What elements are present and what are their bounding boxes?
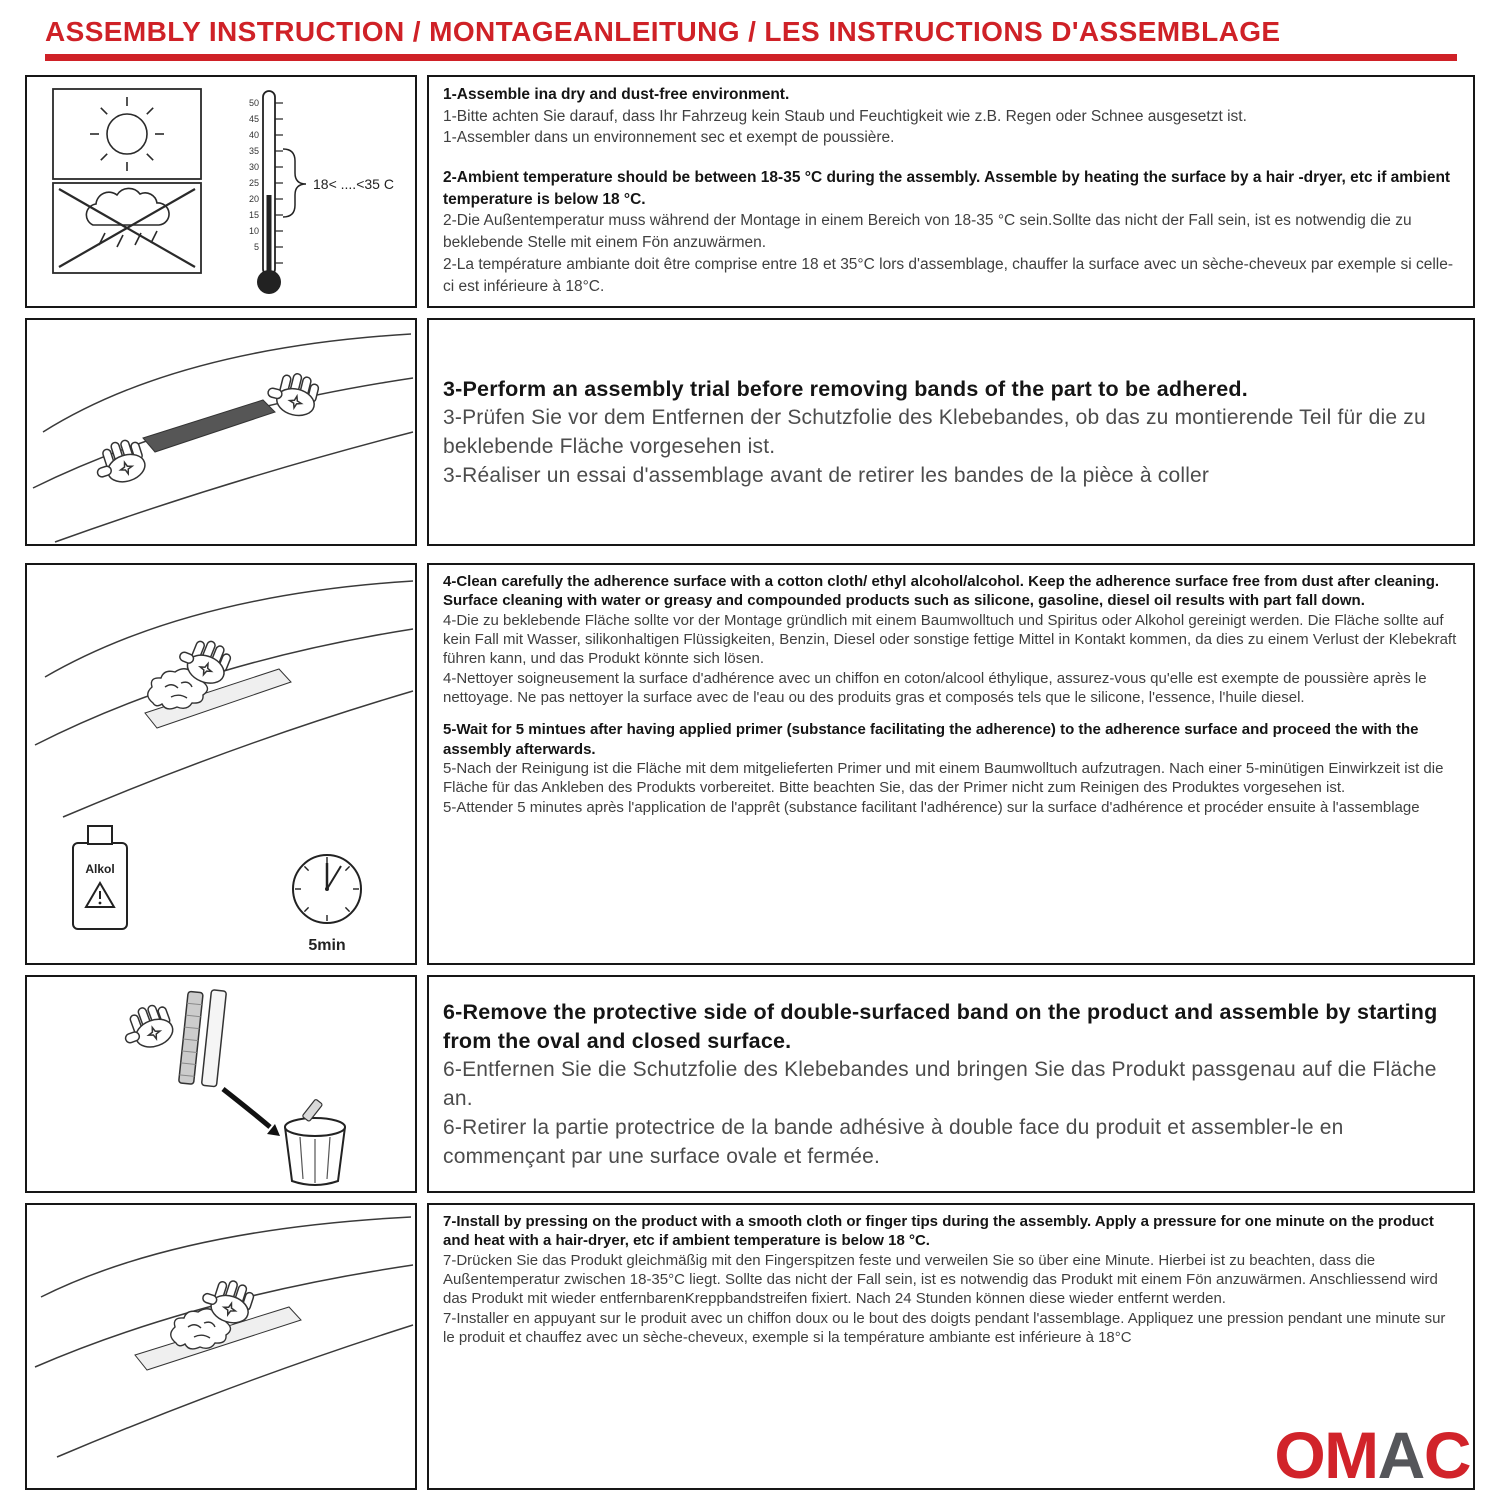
step-6-text-de: 6-Entfernen Sie die Schutzfolie des Klebebandes und bringen Sie das Produkt passgenau auf die Fläche an. xyxy=(443,1058,1437,1111)
svg-text:45: 45 xyxy=(248,114,259,124)
step-1-text-de: 1-Bitte achten Sie darauf, dass Ihr Fahrzeug kein Staub und Feuchtigkeit wie z.B. Regen oder Schnee ausgesetzt ist. xyxy=(443,107,1247,125)
hand-icon xyxy=(117,1000,176,1055)
step-5-text-fr: 5-Attender 5 minutes après l'application de l'apprêt (substance facilitant l'adhérence) sur la surface d'adhérence et procéder ensuite à l'assemblage xyxy=(443,798,1420,816)
adhesive-strips-icon xyxy=(179,987,227,1086)
illustration-box-press xyxy=(25,1203,417,1490)
illustration-cleaning xyxy=(27,565,415,963)
illustration-box-trial-fit xyxy=(25,318,417,546)
alcohol-bottle-icon xyxy=(73,826,127,929)
step-2-text-de: 2-Die Außentemperatur muss während der Montage in einem Bereich von 18-35 °C sein.Sollte das nicht der Fall sein, ist es notwendig die zu beklebende Stelle mit einem Fön anzuwärmen. xyxy=(443,212,1412,252)
step-7-text-fr: 7-Installer en appuyant sur le produit avec un chiffon doux ou le bout des doigts pendant l'assemblage. Appliquez une pression pendant une minute sur le produit et chauffez avec un sèche-cheveux, exemple si la température ambiante est inférieure à 18°C xyxy=(443,1309,1446,1347)
step-2-text-fr: 2-La température ambiante doit être comprise entre 18 et 35°C lors d'assemblage, chauffer la surface avec un sèche-cheveux par exemple si celle-ci est inférieure à 18°C. xyxy=(443,255,1454,295)
svg-text:30: 30 xyxy=(248,162,259,172)
clock-label: 5min xyxy=(308,937,346,954)
arrow-icon xyxy=(223,1089,280,1136)
illustration-box-peel-band xyxy=(25,975,417,1193)
step-5-text-de: 5-Nach der Reinigung ist die Fläche mit dem mitgelieferten Primer und mit einem Baumwolltuch aufzutragen. Nach einer 5-minütigen Einwirkzeit ist die Fläche für das Ankleben des Produkts vorbereitet. Bitte beachten Sie, das der Primer nicht zum Reinigen des Produktes vorgesehen ist. xyxy=(443,760,1444,797)
thermometer-scale xyxy=(249,98,259,252)
step-3-text-fr: 3-Réaliser un essai d'assemblage avant de retirer les bandes de la pièce à coller xyxy=(443,463,1210,487)
trash-can-icon xyxy=(285,1099,345,1185)
clock-icon xyxy=(293,855,361,954)
step-2-text-en: 2-Ambient temperature should be between 18-35 °C during the assembly. Assemble by heating the surface by a hair -dryer, etc if ambient temperature is below 18 °C. xyxy=(443,169,1451,208)
temperature-range-label: 18< ....<35 C xyxy=(313,176,394,192)
illustration-box-cleaning xyxy=(25,563,417,965)
text-box-step-1-2 xyxy=(427,75,1475,308)
no-rain-icon xyxy=(59,188,195,267)
step-4-text-fr: 4-Nettoyer soigneusement la surface d'adhérence avec un chiffon en coton/alcool éthylique, assurez-vous qu'elle est exempte de poussière après le nettoyage. Ne pas nettoyer la surface avec de l'eau ou des produits gras et composés tels que le silicone, l'essence, l'huile diesel. xyxy=(443,669,1427,707)
bottle-label: Alkol xyxy=(85,862,115,876)
logo-letter-a: A xyxy=(1377,1418,1424,1492)
step-5-text-en: 5-Wait for 5 mintues after having applied primer (substance facilitating the adherence) to the adherence surface and proceed the with the assembly afterwards. xyxy=(443,721,1419,758)
step-6-text-en: 6-Remove the protective side of double-surfaced band on the product and assemble by starting from the oval and closed surface. xyxy=(443,999,1438,1053)
logo-letter-c: C xyxy=(1423,1418,1470,1492)
illustration-peel-band xyxy=(27,977,415,1191)
step-4-text-en: 4-Clean carefully the adherence surface with a cotton cloth/ ethyl alcohol/alcohol. Keep the adherence surface free from dust after cleaning. Surface cleaning with water or greasy and compounded products such as silicone, gasoline, diesel oil results with part fall down. xyxy=(443,573,1440,610)
svg-text:5: 5 xyxy=(253,242,259,252)
page-title: ASSEMBLY INSTRUCTION / MONTAGEANLEITUNG / LES INSTRUCTIONS D'ASSEMBLAGE xyxy=(45,16,1281,47)
svg-text:40: 40 xyxy=(248,130,259,140)
step-3-text-en: 3-Perform an assembly trial before removing bands of the part to be adhered. xyxy=(443,376,1248,401)
text-box-step-3 xyxy=(427,318,1475,546)
svg-text:35: 35 xyxy=(248,146,259,156)
step-3-text-de: 3-Prüfen Sie vor dem Entfernen der Schutzfolie des Klebebandes, ob das zu montierende Teil für die zu beklebende Fläche vorgesehen ist. xyxy=(443,406,1426,458)
thermometer-icon xyxy=(249,91,394,294)
omac-logo xyxy=(1274,1418,1470,1492)
step-4-text-de: 4-Die zu beklebende Fläche sollte vor der Montage gründlich mit einem Baumwolltuch und Spiritus oder Alkohol gereinigt werden. Die Fläche sollte auf kein Fall mit Wasser, silikonhaltigen Flüssigkeiten, Benzin, Diesel oder sonstige fettige Mittel in Kontakt kommen, da dies zu einem Verlust der Klebekraft führen kann, und das Produkt könnte sich lösen. xyxy=(443,611,1457,668)
svg-text:20: 20 xyxy=(248,194,259,204)
text-box-step-4-5 xyxy=(427,563,1475,965)
text-box-step-6 xyxy=(427,975,1475,1193)
step-1-text-fr: 1-Assembler dans un environnement sec et exempt de poussière. xyxy=(443,129,895,147)
svg-text:50: 50 xyxy=(248,98,259,108)
step-7-text-de: 7-Drücken Sie das Produkt gleichmäßig mit den Fingerspitzen feste und verweilen Sie so über eine Minute. Hierbei ist zu beachten, dass die Außentemperatur zwischen 18-35°C liegt. Sollte das nicht der Fall sein, ist es notwendig das Produkt mit einem Fön anzuwärmen. Anschliessend wird das Produkt mit wieder entfernbarenKreppbandstreifen fixiert. Nach 24 Stunden können diese wieder entfernt werden. xyxy=(443,1251,1438,1308)
logo-letters-om: OM xyxy=(1274,1418,1378,1492)
step-6-text-fr: 6-Retirer la partie protectrice de la bande adhésive à double face du produit et assembler-le en commençant par une surface ovale et fermée. xyxy=(443,1115,1344,1168)
svg-text:10: 10 xyxy=(248,226,259,236)
step-1-text-en: 1-Assemble ina dry and dust-free environment. xyxy=(443,86,790,103)
illustration-box-environment xyxy=(25,75,417,308)
step-7-text-en: 7-Install by pressing on the product with a smooth cloth or finger tips during the assembly. Apply a pressure for one minute on the product and heat with a hair-dryer, etc if ambient temperature is below 18 °C. xyxy=(443,1213,1434,1250)
title-underline xyxy=(45,54,1457,61)
trim-strip xyxy=(143,400,275,452)
illustration-trial-fit xyxy=(27,320,415,544)
svg-text:15: 15 xyxy=(248,210,259,220)
illustration-environment xyxy=(27,77,415,306)
door-sill-drawing xyxy=(33,334,413,542)
illustration-press xyxy=(27,1205,415,1488)
svg-text:25: 25 xyxy=(248,178,259,188)
sun-icon xyxy=(90,97,164,171)
